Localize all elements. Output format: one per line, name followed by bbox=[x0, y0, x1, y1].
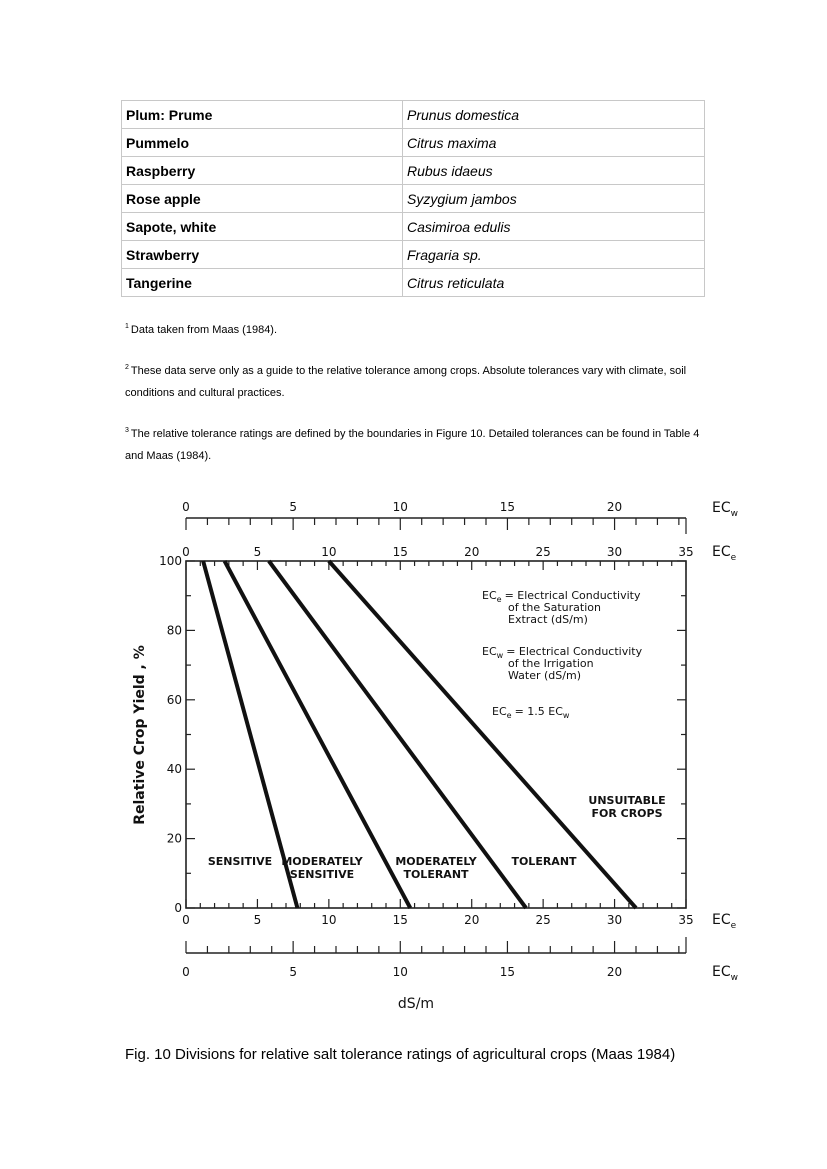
scientific-name-cell: Citrus maxima bbox=[403, 129, 705, 157]
ecw-tick-label-top: 10 bbox=[392, 500, 408, 514]
common-name-cell: Tangerine bbox=[122, 269, 403, 297]
table-row bbox=[122, 185, 705, 213]
top-ecw-axis-label: $EC_w$ bbox=[712, 500, 738, 519]
ecw-tick-label-top: 0 bbox=[182, 500, 190, 514]
ecw-tick-label-bottom: 0 bbox=[182, 965, 190, 979]
footnote-text: These data serve only as a guide to the relative tolerance among crops. Absolute tolerances vary with climate, soil conditions and cultural practices. bbox=[125, 365, 687, 399]
footnote-text: Data taken from Maas (1984). bbox=[130, 324, 278, 336]
table-row bbox=[122, 101, 705, 129]
zone-label-sensitive: SENSITIVE bbox=[207, 855, 273, 868]
common-name-cell: Sapote, white bbox=[122, 213, 403, 241]
ecw-tick-label-top: 5 bbox=[289, 500, 297, 514]
salt-tolerance-chart bbox=[120, 490, 760, 1020]
scientific-name-cell: Syzygium jambos bbox=[403, 185, 705, 213]
y-tick-label: 80 bbox=[166, 623, 182, 638]
footnote-3 bbox=[125, 420, 715, 467]
footnote-1 bbox=[125, 316, 715, 341]
x-tick-label-bottom: 5 bbox=[253, 913, 262, 927]
table-row bbox=[122, 129, 705, 157]
zone-label-moderately-tolerant: MODERATELY TOLERANT bbox=[395, 855, 477, 881]
zone-label-unsuitable: UNSUITABLE FOR CROPS bbox=[588, 794, 666, 820]
table-row bbox=[122, 241, 705, 269]
bottom-ecw-axis-label: $EC_w$ bbox=[712, 964, 738, 983]
ecw-tick-label-bottom: 15 bbox=[499, 965, 516, 979]
ecw-tick-label-bottom: 10 bbox=[392, 965, 408, 979]
ecw-tick-label-top: 20 bbox=[606, 500, 623, 514]
crop-table bbox=[121, 100, 705, 297]
scientific-name-cell: Prunus domestica bbox=[403, 101, 705, 129]
x-tick-label-bottom: 0 bbox=[182, 913, 190, 927]
conversion-formula: $EC_e = 1.5$ $EC_w$ bbox=[492, 705, 570, 720]
table-row bbox=[122, 157, 705, 185]
common-name-cell: Plum: Prume bbox=[122, 101, 403, 129]
x-tick-label-top: 5 bbox=[253, 545, 262, 559]
x-tick-label-bottom: 25 bbox=[535, 913, 551, 927]
x-tick-label-top: 0 bbox=[182, 545, 190, 559]
ece-definition: $EC_e$ = Electrical Conductivity of the Saturation Extract (dS/m) bbox=[482, 589, 641, 626]
x-tick-label-top: 10 bbox=[321, 545, 337, 559]
x-tick-label-bottom: 35 bbox=[678, 913, 694, 927]
x-tick-label-top: 20 bbox=[464, 545, 480, 559]
scientific-name-cell: Rubus idaeus bbox=[403, 157, 705, 185]
bottom-ece-axis-label: $EC_e$ bbox=[712, 912, 737, 931]
y-tick-label: 100 bbox=[159, 554, 182, 568]
x-tick-label-top: 30 bbox=[606, 545, 623, 559]
ecw-tick-label-bottom: 20 bbox=[606, 965, 623, 979]
x-axis-title: dS/m bbox=[397, 996, 435, 1012]
footnote-mark: 1 bbox=[125, 323, 129, 330]
top-ecw-axis bbox=[186, 518, 686, 534]
scientific-name-cell: Fragaria sp. bbox=[403, 241, 705, 269]
tick-labels bbox=[159, 500, 694, 979]
table-row bbox=[122, 269, 705, 297]
y-tick-label: 0 bbox=[174, 901, 182, 915]
footnote-mark: 2 bbox=[125, 364, 129, 371]
y-tick-label: 40 bbox=[166, 762, 182, 777]
common-name-cell: Rose apple bbox=[122, 185, 403, 213]
x-tick-label-bottom: 30 bbox=[606, 913, 623, 927]
footnote-2 bbox=[125, 357, 715, 404]
table-row bbox=[122, 213, 705, 241]
footnote-text: The relative tolerance ratings are defined by the boundaries in Figure 10. Detailed tolerances can be found in Table 4 and Maas (1984). bbox=[125, 428, 700, 462]
x-tick-label-top: 35 bbox=[678, 545, 694, 559]
scientific-name-cell: Casimiroa edulis bbox=[403, 213, 705, 241]
x-tick-label-bottom: 20 bbox=[464, 913, 480, 927]
y-tick-label: 20 bbox=[166, 831, 182, 846]
figure-caption: Fig. 10 Divisions for relative salt tolerance ratings of agricultural crops (Maas 1984) bbox=[125, 1046, 676, 1063]
common-name-cell: Pummelo bbox=[122, 129, 403, 157]
zone-label-moderately-sensitive: MODERATELY SENSITIVE bbox=[281, 855, 363, 881]
zone-label-tolerant: TOLERANT bbox=[511, 855, 577, 868]
common-name-cell: Strawberry bbox=[122, 241, 403, 269]
x-tick-label-bottom: 10 bbox=[321, 913, 337, 927]
x-tick-label-bottom: 15 bbox=[392, 913, 408, 927]
x-tick-label-top: 25 bbox=[535, 545, 551, 559]
scientific-name-cell: Citrus reticulata bbox=[403, 269, 705, 297]
footnote-mark: 3 bbox=[125, 427, 129, 434]
ecw-tick-label-top: 15 bbox=[499, 500, 516, 514]
common-name-cell: Raspberry bbox=[122, 157, 403, 185]
y-tick-label: 60 bbox=[166, 692, 182, 707]
ecw-tick-label-bottom: 5 bbox=[289, 965, 297, 979]
x-tick-label-top: 15 bbox=[392, 545, 408, 559]
y-axis-title: Relative Crop Yield , % bbox=[132, 645, 148, 825]
ecw-definition: $EC_w$ = Electrical Conductivity of the Irrigation Water (dS/m) bbox=[482, 645, 643, 682]
top-ece-axis-label: $EC_e$ bbox=[712, 544, 737, 563]
bottom-ecw-axis bbox=[186, 937, 686, 953]
